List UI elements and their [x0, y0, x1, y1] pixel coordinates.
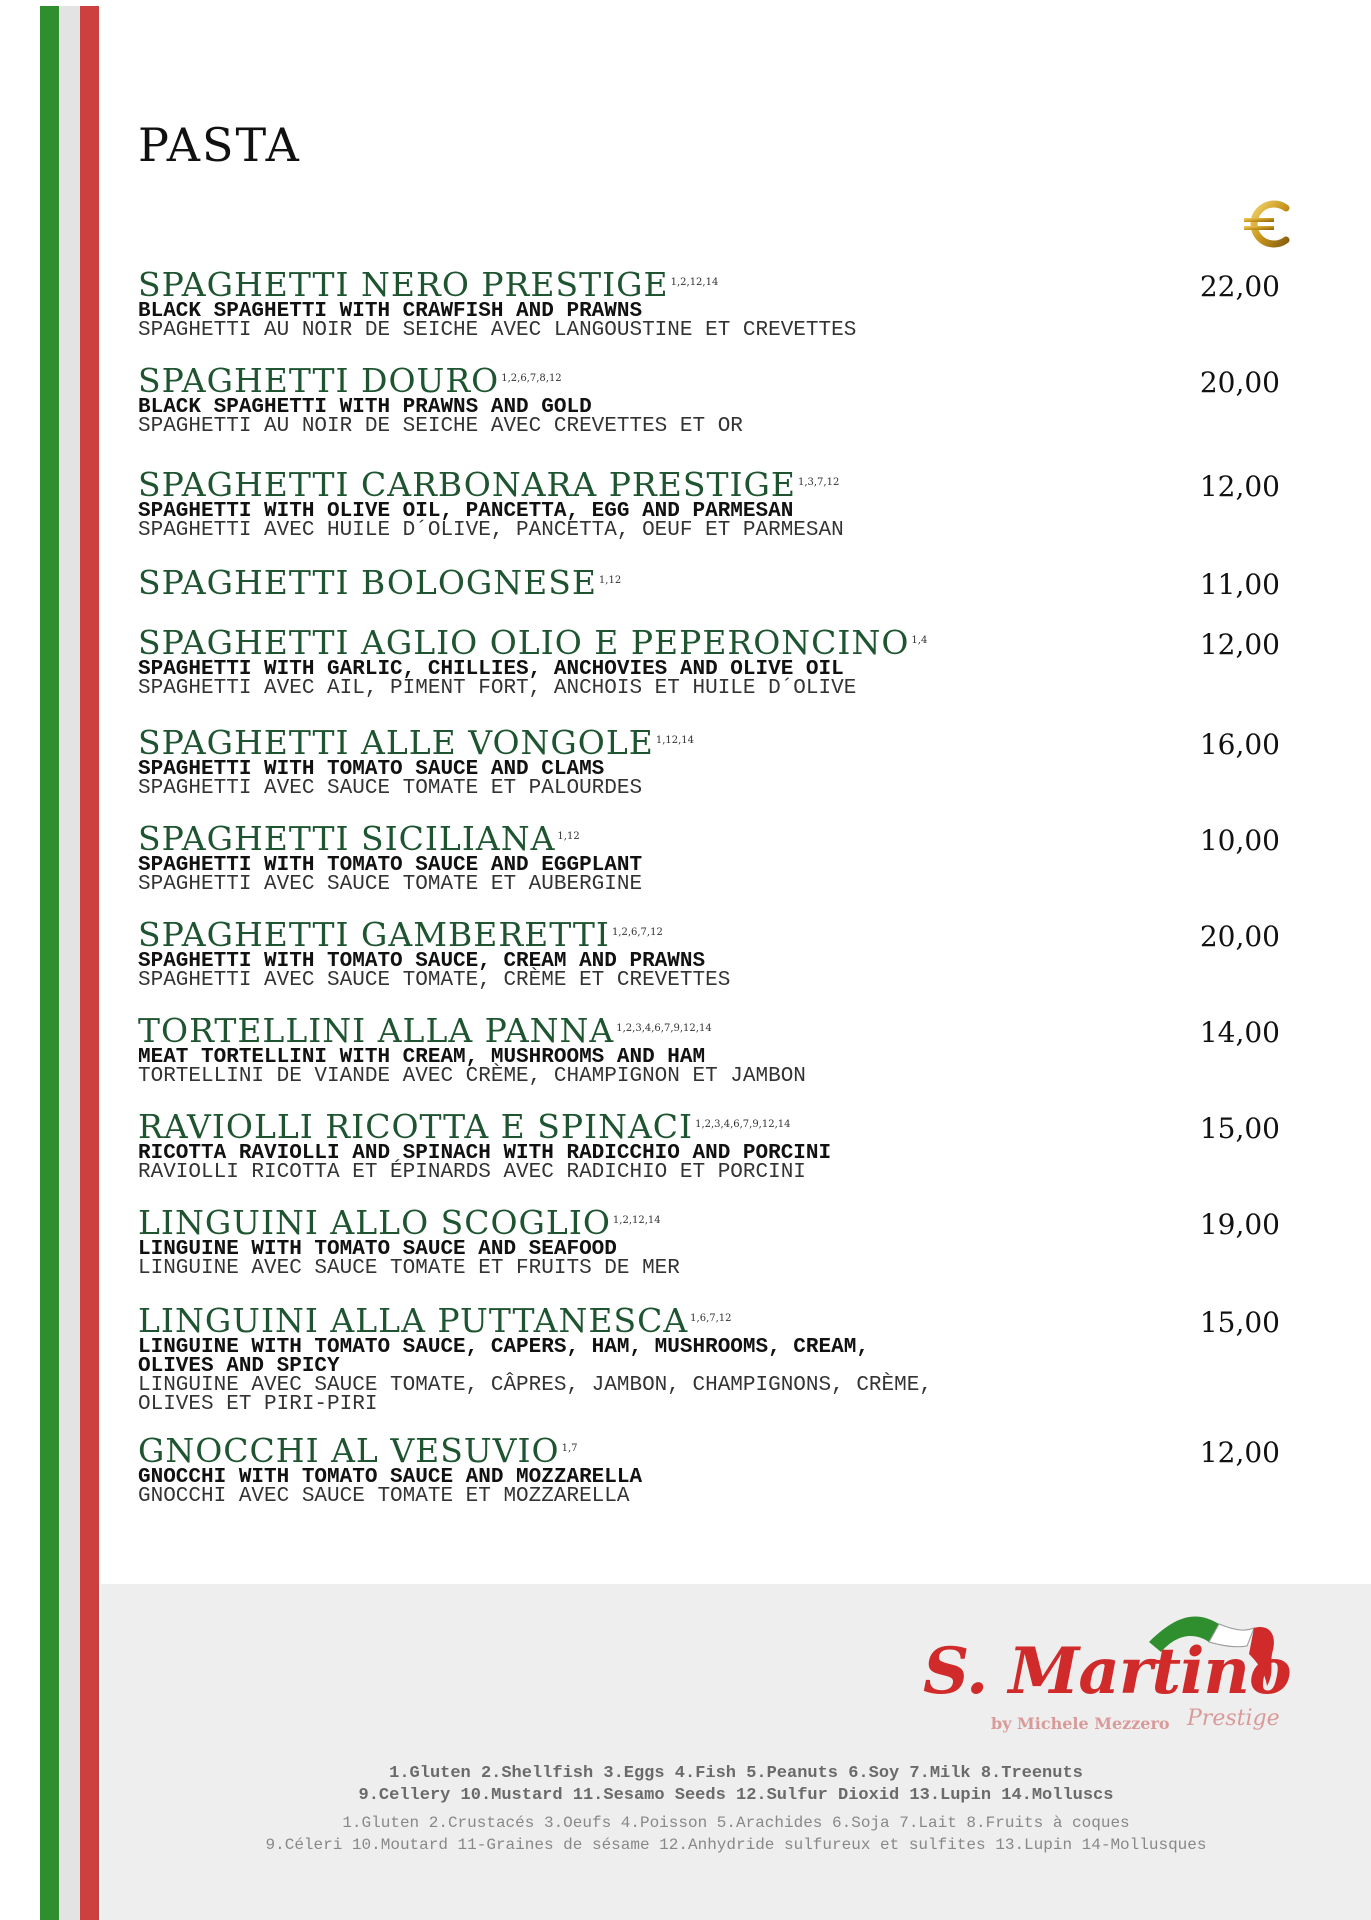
price: 10,00	[1199, 824, 1280, 857]
allergen-legend-fr: 1.Gluten 2.Crustacés 3.Oeufs 4.Poisson 5.Arachides 6.Soja 7.Lait 8.Fruits à coques	[342, 1814, 1130, 1832]
price: 14,00	[1199, 1016, 1280, 1049]
price: 12,00	[1199, 1436, 1280, 1469]
dish-name: SPAGHETTI GAMBERETTI $^{1,2,6,7,12}$	[138, 915, 663, 954]
flag-stripe-white	[59, 6, 80, 1920]
allergen-codes: 1,12	[557, 831, 580, 842]
dish-name: SPAGHETTI NERO PRESTIGE $^{1,2,12,14}$	[138, 265, 719, 304]
menu-item	[138, 1203, 1298, 1280]
allergen-legend-en: 9.Cellery 10.Mustard 11.Sesamo Seeds 12.Sulfur Dioxid 13.Lupin 14.Molluscs	[358, 1786, 1114, 1805]
flag-stripe-green	[40, 6, 59, 1920]
description-en: BLACK SPAGHETTI WITH CRAWFISH AND PRAWNS	[138, 300, 643, 323]
dish-name: SPAGHETTI CARBONARA PRESTIGE $^{1,3,7,12}$	[138, 465, 840, 504]
dish-name: SPAGHETTI SICILIANA $^{1,12}$	[138, 819, 580, 858]
description-fr: SPAGHETTI AVEC SAUCE TOMATE ET PALOURDES	[138, 777, 643, 800]
menu-item	[138, 1431, 1298, 1508]
dish-name: SPAGHETTI ALLE VONGOLE $^{1,12,14}$	[138, 723, 695, 762]
price: 19,00	[1199, 1208, 1280, 1241]
allergen-codes: 1,2,6,7,12	[611, 927, 663, 938]
restaurant-logo	[911, 1602, 1291, 1732]
description-fr: SPAGHETTI AVEC HUILE D´OLIVE, PANCETTA, OEUF ET PARMESAN	[138, 519, 844, 542]
dish-name: TORTELLINI ALLA PANNA $^{1,2,3,4,6,7,9,12,14}$	[138, 1011, 712, 1050]
description-en: SPAGHETTI WITH TOMATO SAUCE AND EGGPLANT	[138, 854, 643, 877]
menu-item	[138, 723, 1298, 800]
allergen-codes: 1,2,12,14	[670, 277, 719, 288]
description-fr: SPAGHETTI AVEC SAUCE TOMATE ET AUBERGINE	[138, 873, 643, 896]
menu-item	[138, 1301, 1298, 1416]
dish-name: RAVIOLLI RICOTTA E SPINACI $^{1,2,3,4,6,7,9,12,14}$	[138, 1107, 791, 1146]
price: 15,00	[1199, 1306, 1280, 1339]
price: 12,00	[1199, 470, 1280, 503]
menu-item	[138, 1011, 1298, 1088]
description-en: GNOCCHI WITH TOMATO SAUCE AND MOZZARELLA	[138, 1466, 643, 1489]
menu-item	[138, 563, 1298, 602]
price: 15,00	[1199, 1112, 1280, 1145]
menu-item	[138, 465, 1298, 542]
menu-item	[138, 361, 1298, 438]
euro-icon	[1240, 196, 1296, 252]
allergen-codes: 1,12,14	[655, 735, 695, 746]
logo-name: S. Martino	[923, 1634, 1291, 1709]
description-fr: GNOCCHI AVEC SAUCE TOMATE ET MOZZARELLA	[138, 1485, 630, 1508]
dish-name: LINGUINI ALLA PUTTANESCA $^{1,6,7,12}$	[138, 1301, 732, 1340]
allergen-codes: 1,6,7,12	[690, 1313, 732, 1324]
menu-item	[138, 1107, 1298, 1184]
description-fr: TORTELLINI DE VIANDE AVEC CRÈME, CHAMPIGNON ET JAMBON	[138, 1065, 806, 1088]
allergen-legend-en: 1.Gluten 2.Shellfish 3.Eggs 4.Fish 5.Peanuts 6.Soy 7.Milk 8.Treenuts	[389, 1764, 1083, 1783]
menu-item	[138, 915, 1298, 992]
allergen-codes: 1,7	[561, 1443, 578, 1454]
description-en: BLACK SPAGHETTI WITH PRAWNS AND GOLD	[138, 396, 592, 419]
flag-stripe-red	[80, 6, 99, 1920]
description-en: SPAGHETTI WITH TOMATO SAUCE, CREAM AND PRAWNS	[138, 950, 706, 973]
description-fr: SPAGHETTI AU NOIR DE SEICHE AVEC LANGOUSTINE ET CREVETTES	[138, 319, 857, 342]
page-title: PASTA	[138, 118, 301, 172]
price: 12,00	[1199, 628, 1280, 661]
description-en: SPAGHETTI WITH OLIVE OIL, PANCETTA, EGG AND PARMESAN	[138, 500, 794, 523]
price: 11,00	[1199, 568, 1280, 601]
allergen-codes: 1,12	[598, 575, 622, 586]
description-fr: SPAGHETTI AVEC AIL, PIMENT FORT, ANCHOIS ET HUILE D´OLIVE	[138, 677, 857, 700]
price: 16,00	[1199, 728, 1280, 761]
logo-tagline: Prestige	[1187, 1706, 1280, 1731]
description-fr: SPAGHETTI AU NOIR DE SEICHE AVEC CREVETTES ET OR	[138, 415, 743, 438]
allergen-codes: 1,3,7,12	[797, 477, 840, 488]
description-en: LINGUINE WITH TOMATO SAUCE AND SEAFOOD	[138, 1238, 617, 1261]
allergen-codes: 1,2,3,4,6,7,9,12,14	[695, 1119, 791, 1130]
menu-item	[138, 819, 1298, 896]
price: 22,00	[1199, 270, 1280, 303]
allergen-codes: 1,4	[911, 635, 928, 646]
dish-name: GNOCCHI AL VESUVIO $^{1,7}$	[138, 1431, 578, 1470]
description-en: RICOTTA RAVIOLLI AND SPINACH WITH RADICCHIO AND PORCINI	[138, 1142, 832, 1165]
footer	[101, 1584, 1371, 1920]
description-en: SPAGHETTI WITH TOMATO SAUCE AND CLAMS	[138, 758, 605, 781]
price: 20,00	[1199, 920, 1280, 953]
allergen-legend-fr: 9.Céleri 10.Moutard 11-Graines de sésame 12.Anhydride sulfureux et sulfites 13.Lupin 14-Mollusques	[265, 1836, 1207, 1854]
dish-name: SPAGHETTI BOLOGNESE $^{1,12}$	[138, 563, 622, 602]
logo-byline: by Michele Mezzero	[991, 1714, 1170, 1733]
dish-name: LINGUINI ALLO SCOGLIO $^{1,2,12,14}$	[138, 1203, 661, 1242]
description-en: MEAT TORTELLINI WITH CREAM, MUSHROOMS AND HAM	[138, 1046, 706, 1069]
menu-item	[138, 623, 1298, 700]
menu-item	[138, 265, 1298, 342]
description-fr: RAVIOLLI RICOTTA ET ÉPINARDS AVEC RADICHIO ET PORCINI	[138, 1161, 806, 1184]
description-en: SPAGHETTI WITH GARLIC, CHILLIES, ANCHOVIES AND OLIVE OIL	[138, 658, 844, 681]
allergen-codes: 1,2,3,4,6,7,9,12,14	[616, 1023, 712, 1034]
description-fr: LINGUINE AVEC SAUCE TOMATE ET FRUITS DE MER	[138, 1257, 680, 1280]
price: 20,00	[1199, 366, 1280, 399]
description-en: LINGUINE WITH TOMATO SAUCE, CAPERS, HAM, MUSHROOMS, CREAM, OLIVES AND SPICY	[138, 1336, 869, 1378]
description-fr: SPAGHETTI AVEC SAUCE TOMATE, CRÈME ET CREVETTES	[138, 969, 731, 992]
dish-name: SPAGHETTI AGLIO OLIO E PEPERONCINO $^{1,4}$	[138, 623, 928, 662]
dish-name: SPAGHETTI DOURO $^{1,2,6,7,8,12}$	[138, 361, 562, 400]
allergen-codes: 1,2,6,7,8,12	[501, 373, 562, 384]
allergen-codes: 1,2,12,14	[612, 1215, 661, 1226]
description-fr: LINGUINE AVEC SAUCE TOMATE, CÂPRES, JAMBON, CHAMPIGNONS, CRÈME, OLIVES ET PIRI-PIRI	[138, 1374, 932, 1416]
